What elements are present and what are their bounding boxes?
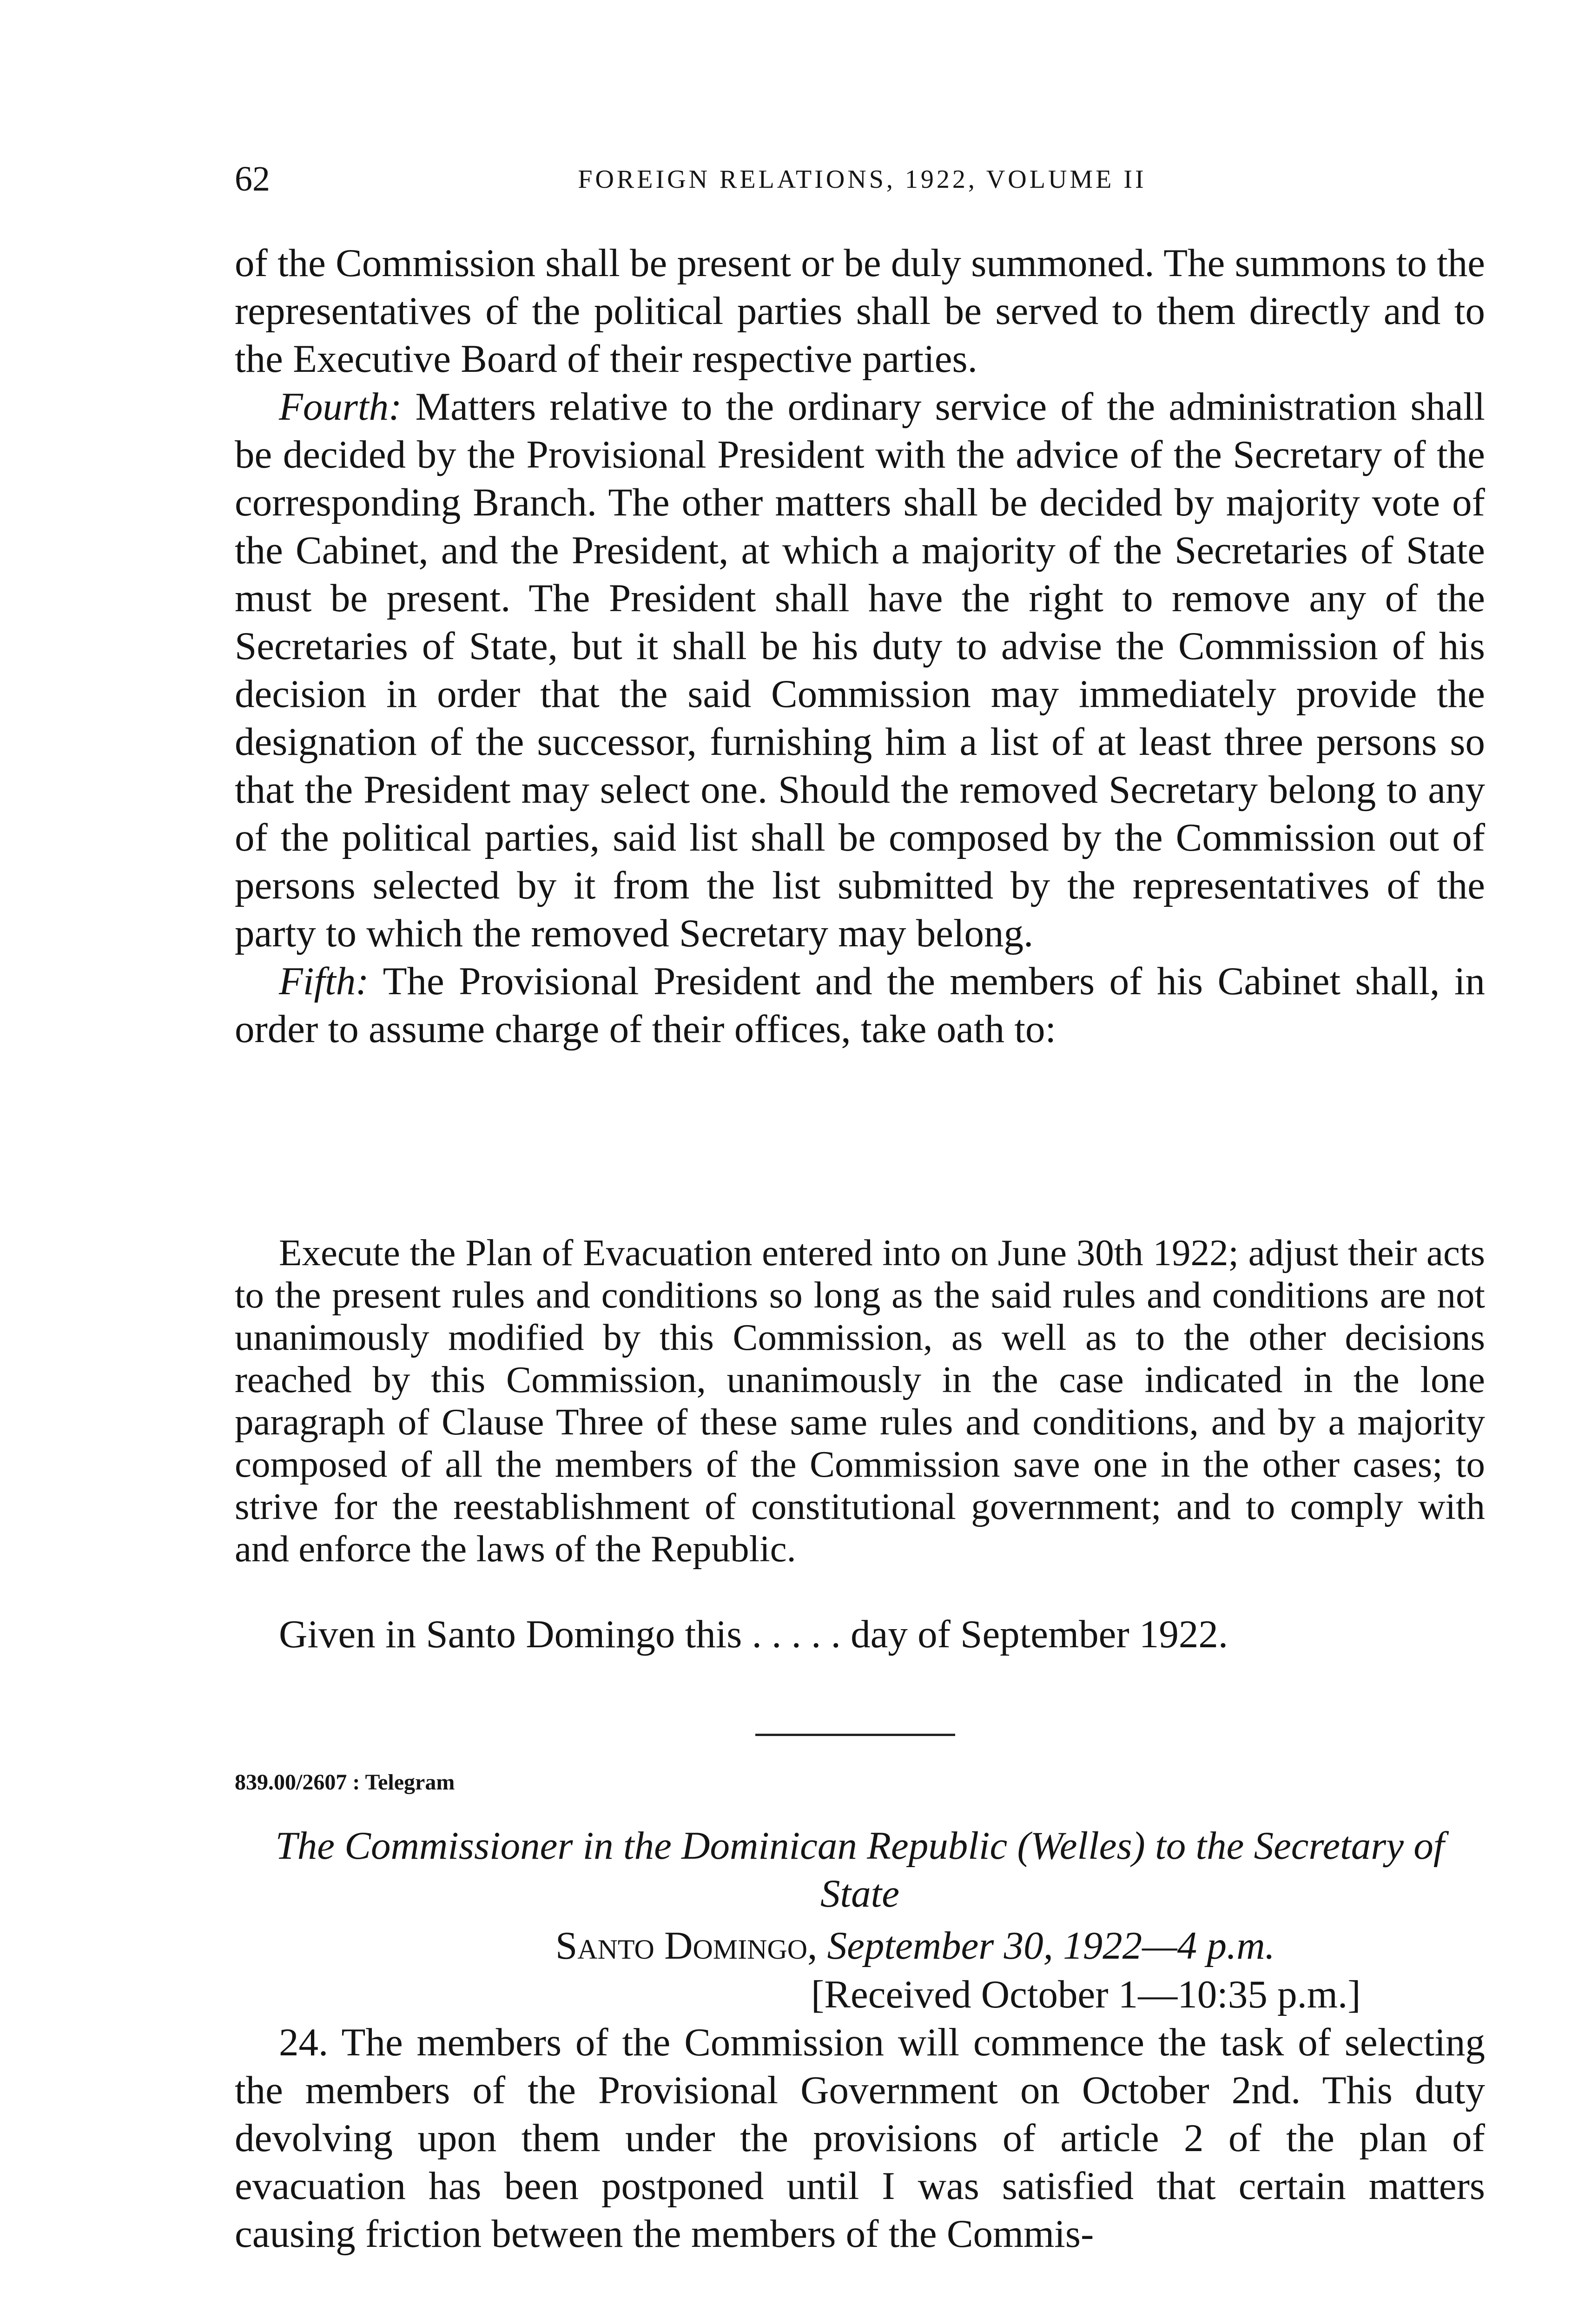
telegram-body-text: 24. The members of the Commission will commence the task of selecting the members of the Provisional Government on October 2nd. This duty devolving upon them under the provisions of article 2 of the plan of evacuation has been postponed until I was satisfied that certain matters causing friction between the members of the Commis- bbox=[235, 2020, 1485, 2256]
clause-label-fourth: Fourth: bbox=[279, 385, 402, 429]
telegram-body bbox=[235, 2019, 1485, 2258]
paragraph-fifth bbox=[235, 957, 1485, 1053]
page-header bbox=[235, 156, 1490, 202]
paragraph-fourth bbox=[235, 383, 1485, 957]
running-title: FOREIGN RELATIONS, 1922, VOLUME II bbox=[578, 165, 1147, 194]
file-reference: 839.00/2607 : Telegram bbox=[235, 1770, 455, 1795]
dateline bbox=[555, 1922, 1275, 1970]
paragraph-continuation: of the Commission shall be present or be duly summoned. The summons to the representatives of the political parties shall be served to them directly and to the Executive Board of their respective parties. bbox=[235, 241, 1485, 381]
paragraph-fifth-text: The Provisional President and the members of his Cabinet shall, in order to assume charge of their offices, take oath to: bbox=[235, 959, 1485, 1051]
oath-quote bbox=[235, 1232, 1485, 1570]
received-line: [Received October 1—10:35 p.m.] bbox=[811, 1973, 1361, 2016]
given-line bbox=[235, 1611, 1485, 1658]
oath-text: Execute the Plan of Evacuation entered into on June 30th 1922; adjust their acts to the present rules and conditions so long as the said rules and conditions are not unanimously modified by this Commission, as well as to the other decisions reached by this Commission, unanimously in the case indicated in the lone paragraph of Clause Three of these same rules and conditions, and by a majority composed of all the members of the Commission save one in the other cases; to strive for the reestablishment of constitutional government; and to comply with and enforce the laws of the Republic. bbox=[235, 1232, 1485, 1570]
given-text: Given in Santo Domingo this . . . . . day of September 1922. bbox=[279, 1612, 1228, 1656]
clause-label-fifth: Fifth: bbox=[279, 959, 369, 1003]
telegram-title: The Commissioner in the Dominican Republic (Welles) to the Secretary of State bbox=[275, 1824, 1445, 1915]
rules-text bbox=[235, 239, 1485, 1053]
page-number: 62 bbox=[235, 159, 270, 198]
dateline-date: September 30, 1922—4 p.m. bbox=[817, 1924, 1275, 1967]
paragraph-fourth-text: Matters relative to the ordinary service of the administration shall be decided by the Provisional President with the advice of the Secretary of the corresponding Branch. The other matters shall be decided by majority vote of the Cabinet, and the President, at which a majority of the Secretaries of State must be present. The President shall have the right to remove any of the Secretaries of State, but it shall be his duty to advise the Commission of his decision in order that the said Commission may immediately provide the designation of the successor, furnishing him a list of at least three persons so that the President may select one. Should the removed Secretary belong to any of the political parties, said list shall be composed by the Commission out of persons selected by it from the list submitted by the representatives of the party to which the removed Secretary may belong. bbox=[235, 385, 1485, 955]
dateline-place: Santo Domingo, bbox=[555, 1924, 818, 1967]
section-divider bbox=[755, 1734, 955, 1736]
